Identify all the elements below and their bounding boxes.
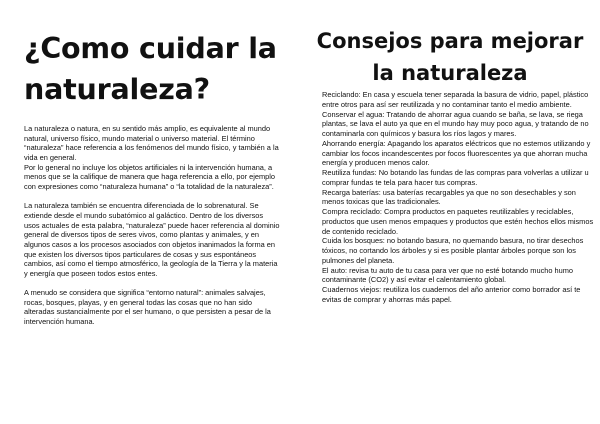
left-title: ¿Como cuidar la naturaleza? (24, 32, 277, 106)
tip-cuadernos-viejos: Cuadernos viejos: reutiliza los cuadernos del año anterior como borrador así te evitas de comprar y ahorras más papel. (322, 285, 581, 304)
left-paragraph-3: A menudo se considera que significa “entorno natural”: animales salvajes, rocas, bosques, playas, y en general todas las cosas que no han sido alteradas sustancialmente por el ser humano, o que persisten a pesar de la intervención humana. (24, 288, 271, 327)
tip-recarga-baterias: Recarga baterías: usa baterías recargables ya que no son desechables y son menos toxicas que las tradicionales. (322, 187, 576, 207)
left-paragraph-2: La naturaleza también se encuentra diferenciada de lo sobrenatural. Se extiende desde el mundo subatómico al galáctico. Dentro de los diversos usos actuales de esta palabra, “naturaleza” puede hacer referencia al dominio general de diversos tipos de seres vivos, como plantas y animales, y en algunos casos a los procesos asociados con objetos inanimados la forma en que existen los diversos tipos particulares de cosas y sus espontáneos cambios, así como el tiempo atmosférico, la geología de la Tierra y la materia y energía que poseen todos estos entes. (24, 201, 280, 278)
tip-reciclando: Reciclando: En casa y escuela tener separada la basura de vidrio, papel, plástico entre otros para así ser reutilizada y no contaminar tanto el medio ambiente. (322, 90, 589, 109)
left-paragraph-1: La naturaleza o natura, en su sentido más amplio, es equivalente al mundo natural, universo físico, mundo material o universo material. El término “naturaleza” hace referencia a los fenómenos del mundo físico, y también a la vida en general. Por lo general no incluye los objetos artificiales ni la intervención humana, a menos que se la califique de manera que haga referencia a ello, por ejemplo con expresiones como “naturaleza humana” o “la totalidad de la naturaleza”. (24, 124, 279, 191)
tip-cuida-bosques: Cuida los bosques: no botando basura, no quemando basura, no tirar desechos tóxicos, no cortando los árboles y si es posible plantar árboles porque son los pulmones del planeta. (322, 236, 584, 265)
tip-conservar-agua: Conservar el agua: Tratando de ahorrar agua cuando se baña, se lava, se riega plantas, se lava el auto ya que en el mundo hay muy poco agua, y tratando de no contaminarla con químicos y basura los ríos lagos y mares. (322, 109, 589, 138)
tip-reutiliza-fundas: Reutiliza fundas: No botando las fundas de las compras para volverlas a utilizar u comprar fundas te tela para hacer tus compras. (322, 168, 589, 187)
tip-ahorrando-energia: Ahorrando energía: Apagando los aparatos eléctricos que no estemos utilizando y cambiar los focos incandescentes por focos fluorescentes ya que ahorran mucha energía y producen menos calor. (322, 138, 591, 168)
tip-compra-reciclado: Compra reciclado: Compra productos en paquetes reutilizables y reciclables, productos que usen menos empaques y productos que estén hechos ellos mismos de contenido reciclado. (322, 207, 594, 236)
right-title: Consejos para mejorar la naturaleza (316, 29, 584, 85)
tip-el-auto: El auto: revisa tu auto de tu casa para ver que no esté botando mucho humo contaminante (CO2) y así evitar el calentamiento global. (322, 265, 574, 285)
tips-list (322, 90, 594, 305)
left-body (24, 124, 280, 336)
